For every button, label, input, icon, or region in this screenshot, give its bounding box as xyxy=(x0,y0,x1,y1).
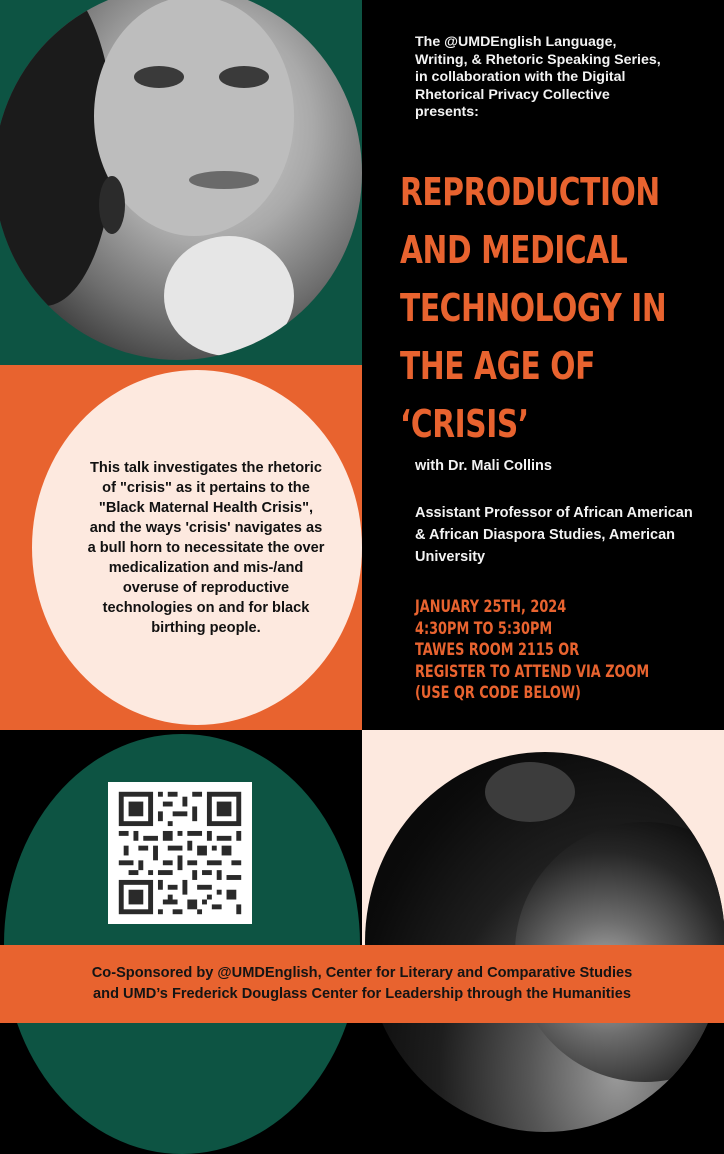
title-line: AND MEDICAL xyxy=(400,228,628,272)
event-location: TAWES ROOM 2115 OR xyxy=(415,640,580,659)
eye-left-shape xyxy=(134,66,184,88)
series-intro xyxy=(415,34,705,122)
speaker-role: Assistant Professor of African American & African Diaspora Studies, American University xyxy=(415,505,693,565)
mouth-shape xyxy=(189,171,259,189)
footer-sponsors xyxy=(0,945,724,1023)
pregnancy-belly-photo xyxy=(365,752,724,1132)
qr-instruction: (USE QR CODE BELOW) xyxy=(415,683,581,702)
intro-line: Writing, & Rhetoric Speaking Series, xyxy=(415,51,661,68)
intro-line: Rhetorical Privacy Collective xyxy=(415,86,610,103)
earring-shape xyxy=(99,176,125,234)
title-line: TECHNOLOGY IN xyxy=(400,286,667,330)
hair-shape xyxy=(0,0,114,306)
zoom-registration: REGISTER TO ATTEND VIA ZOOM xyxy=(415,661,650,681)
hand-shape xyxy=(164,236,294,356)
hand-on-belly-shape xyxy=(485,762,575,822)
event-details xyxy=(415,596,711,704)
talk-description: This talk investigates the rhetoric of "crisis" as it pertains to the "Black Maternal Health Crisis", and the ways 'crisis' navigates as a bull horn to necessitate the over medicalization and mis-/and overuse of reproductive technologies on and for black birthing people. xyxy=(87,459,325,636)
qr-code-graphic xyxy=(108,782,252,924)
event-time: 4:30PM TO 5:30PM xyxy=(415,618,553,638)
title-line: THE AGE OF xyxy=(400,344,595,388)
footer-line: Co-Sponsored by @UMDEnglish, Center for Literary and Comparative Studies xyxy=(91,965,633,981)
title-line: ‘CRISIS’ xyxy=(400,402,529,446)
qr-code[interactable] xyxy=(108,782,252,924)
event-title xyxy=(400,163,720,453)
event-date: JANUARY 25TH, 2024 xyxy=(415,597,567,616)
description-circle xyxy=(32,370,362,725)
intro-line: The @UMDEnglish Language, xyxy=(415,34,617,50)
intro-line: presents: xyxy=(415,104,479,121)
speaker-name: with Dr. Mali Collins xyxy=(415,458,552,474)
eye-right-shape xyxy=(219,66,269,88)
intro-line: in collaboration with the Digital xyxy=(415,69,626,86)
title-line: REPRODUCTION xyxy=(400,170,660,214)
footer-line: and UMD’s Frederick Douglass Center for Leadership through the Humanities xyxy=(93,986,631,1002)
